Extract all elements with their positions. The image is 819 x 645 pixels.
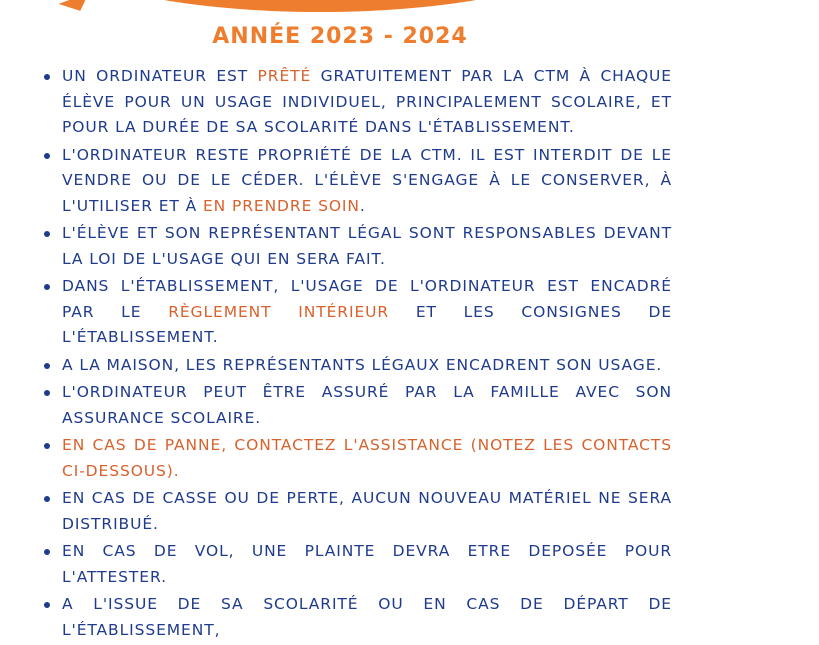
rules-list [40, 64, 672, 645]
rule-item-departure: A L'ISSUE DE SA SCOLARITÉ OU EN CAS DE DÉPART DE L'ÉTABLISSEMENT, [40, 592, 672, 643]
rule-item-theft: EN CAS DE VOL, UNE PLAINTE DEVRA ETRE DEPOSÉE POUR L'ATTESTER. [40, 539, 672, 590]
rule-item-breakdown: EN CAS DE PANNE, CONTACTEZ L'ASSISTANCE (NOTEZ LES CONTACTS CI-DESSOUS). [40, 433, 672, 484]
rule-item-property: L'ORDINATEUR RESTE PROPRIÉTÉ DE LA CTM. IL EST INTERDIT DE LE VENDRE OU DE LE CÉDER. L'ÉLÈVE S'ENGAGE À LE CONSERVER, À L'UTILISER ET À EN PRENDRE SOIN. [40, 143, 672, 220]
rule-item-insurance: L'ORDINATEUR PEUT ÊTRE ASSURÉ PAR LA FAMILLE AVEC SON ASSURANCE SCOLAIRE. [40, 380, 672, 431]
rule-item-loan: UN ORDINATEUR EST PRÊTÉ GRATUITEMENT PAR LA CTM À CHAQUE ÉLÈVE POUR UN USAGE INDIVIDUEL, PRINCIPALEMENT SCOLAIRE, ET POUR LA DURÉE DE SA SCOLARITÉ DANS L'ÉTABLISSEMENT. [40, 64, 672, 141]
rule-item-breakage: EN CAS DE CASSE OU DE PERTE, AUCUN NOUVEAU MATÉRIEL NE SERA DISTRIBUÉ. [40, 486, 672, 537]
highlight-prete: PRÊTÉ [257, 67, 312, 85]
school-year-title: ANNÉE 2023 - 2024 [212, 24, 468, 49]
rule-item-responsibility: L'ÉLÈVE ET SON REPRÉSENTANT LÉGAL SONT RESPONSABLES DEVANT LA LOI DE L'USAGE QUI EN SERA FAIT. [40, 221, 672, 272]
banner-tail-shape [59, 0, 94, 17]
rule-item-school-use: DANS L'ÉTABLISSEMENT, L'USAGE DE L'ORDINATEUR EST ENCADRÉ PAR LE RÈGLEMENT INTÉRIEUR ET LES CONSIGNES DE L'ÉTABLISSEMENT. [40, 274, 672, 351]
highlight-reglement: RÈGLEMENT INTÉRIEUR [168, 302, 390, 321]
header-banner-shape [60, 0, 580, 12]
rule-item-home-use: A LA MAISON, LES REPRÉSENTANTS LÉGAUX ENCADRENT SON USAGE. [40, 353, 672, 379]
highlight-prendre-soin: EN PRENDRE SOIN [202, 196, 360, 215]
